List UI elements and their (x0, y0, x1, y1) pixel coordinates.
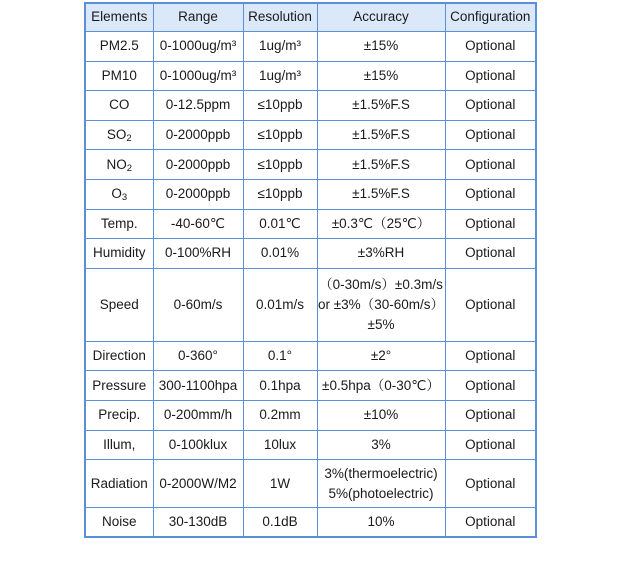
accuracy-cell: ±10% (317, 400, 445, 430)
configuration-cell: Optional (445, 239, 536, 269)
specifications-table (84, 2, 537, 538)
configuration-cell: Optional (445, 91, 536, 121)
configuration-cell: Optional (445, 61, 536, 91)
accuracy-cell: 10% (317, 508, 445, 538)
table-row (85, 341, 536, 371)
accuracy-cell: ±1.5%F.S (317, 179, 445, 209)
table-row (85, 400, 536, 430)
header-resolution: Resolution (243, 3, 317, 32)
range-cell: -40-60℃ (153, 209, 243, 239)
element-cell: Temp. (85, 209, 153, 239)
header-range: Range (153, 3, 243, 32)
resolution-cell: 0.1° (243, 341, 317, 371)
element-subscript: 2 (126, 162, 133, 174)
element-cell: Illum, (85, 430, 153, 460)
resolution-cell: ≤10ppb (243, 120, 317, 150)
range-cell: 0-200mm/h (153, 400, 243, 430)
range-cell: 0-100klux (153, 430, 243, 460)
header-elements: Elements (85, 3, 153, 32)
table-row (85, 430, 536, 460)
range-cell: 0-360° (153, 341, 243, 371)
range-cell: 0-2000ppb (153, 150, 243, 180)
range-cell: 30-130dB (153, 508, 243, 538)
configuration-cell: Optional (445, 341, 536, 371)
resolution-cell: ≤10ppb (243, 91, 317, 121)
table-row (85, 239, 536, 269)
resolution-cell: 0.2mm (243, 400, 317, 430)
resolution-cell: 1ug/m³ (243, 32, 317, 62)
table-row (85, 460, 536, 508)
header-accuracy: Accuracy (317, 3, 445, 32)
accuracy-cell: ±15% (317, 32, 445, 62)
resolution-cell: 0.01m/s (243, 268, 317, 341)
resolution-cell: ≤10ppb (243, 150, 317, 180)
element-cell: PM2.5 (85, 32, 153, 62)
range-cell: 0-60m/s (153, 268, 243, 341)
element-subscript: 3 (121, 192, 128, 204)
range-cell: 0-100%RH (153, 239, 243, 269)
table-row (85, 508, 536, 538)
table-header-row (85, 3, 536, 32)
accuracy-cell (317, 460, 445, 508)
configuration-cell: Optional (445, 460, 536, 508)
resolution-cell: 0.01℃ (243, 209, 317, 239)
accuracy-cell: ±0.5hpa（0-30℃） (317, 371, 445, 401)
range-cell: 0-2000W/M2 (153, 460, 243, 508)
range-cell: 300-1100hpa (153, 371, 243, 401)
resolution-cell: 1W (243, 460, 317, 508)
element-cell: Humidity (85, 239, 153, 269)
element-cell: Speed (85, 268, 153, 341)
accuracy-cell: 3% (317, 430, 445, 460)
table-row (85, 32, 536, 62)
element-formula: O (111, 186, 122, 202)
resolution-cell: 0.1dB (243, 508, 317, 538)
table-row (85, 120, 536, 150)
element-cell: Precip. (85, 400, 153, 430)
table-row (85, 61, 536, 91)
element-cell (85, 150, 153, 180)
element-cell: CO (85, 91, 153, 121)
range-cell: 0-1000ug/m³ (153, 32, 243, 62)
range-cell: 0-2000ppb (153, 120, 243, 150)
configuration-cell: Optional (445, 268, 536, 341)
configuration-cell: Optional (445, 371, 536, 401)
configuration-cell: Optional (445, 400, 536, 430)
resolution-cell: 10lux (243, 430, 317, 460)
element-cell (85, 179, 153, 209)
table-row (85, 179, 536, 209)
element-subscript: 2 (126, 132, 132, 144)
accuracy-cell: ±2° (317, 341, 445, 371)
accuracy-cell: ±1.5%F.S (317, 150, 445, 180)
element-cell: Direction (85, 341, 153, 371)
table-row (85, 268, 536, 341)
range-cell: 0-12.5ppm (153, 91, 243, 121)
configuration-cell: Optional (445, 430, 536, 460)
configuration-cell: Optional (445, 209, 536, 239)
element-cell: PM10 (85, 61, 153, 91)
resolution-cell: 1ug/m³ (243, 61, 317, 91)
table-row (85, 209, 536, 239)
accuracy-line: 3%(thermoelectric) (324, 466, 438, 482)
configuration-cell: Optional (445, 120, 536, 150)
header-configuration: Configuration (445, 3, 536, 32)
table-row (85, 371, 536, 401)
resolution-cell: 0.1hpa (243, 371, 317, 401)
table-row (85, 150, 536, 180)
accuracy-cell: ±1.5%F.S (317, 91, 445, 121)
accuracy-cell (317, 268, 445, 341)
configuration-cell: Optional (445, 150, 536, 180)
accuracy-cell: ±1.5%F.S (317, 120, 445, 150)
accuracy-cell: ±0.3℃（25℃） (317, 209, 445, 239)
element-cell: Radiation (85, 460, 153, 508)
element-cell: Pressure (85, 371, 153, 401)
accuracy-line: or ±3%（30-60m/s） (318, 296, 444, 312)
accuracy-line: ±5% (367, 316, 395, 332)
configuration-cell: Optional (445, 508, 536, 538)
configuration-cell: Optional (445, 32, 536, 62)
resolution-cell: ≤10ppb (243, 179, 317, 209)
accuracy-line: （0-30m/s）±0.3m/s (319, 277, 443, 293)
accuracy-cell: ±3%RH (317, 239, 445, 269)
accuracy-cell: ±15% (317, 61, 445, 91)
configuration-cell: Optional (445, 179, 536, 209)
table-row (85, 91, 536, 121)
element-cell (85, 120, 153, 150)
range-cell: 0-2000ppb (153, 179, 243, 209)
element-formula: NO (106, 156, 127, 172)
element-formula: SO (106, 126, 127, 142)
range-cell: 0-1000ug/m³ (153, 61, 243, 91)
accuracy-line: 5%(photoelectric) (328, 485, 434, 501)
element-cell: Noise (85, 508, 153, 538)
resolution-cell: 0.01% (243, 239, 317, 269)
